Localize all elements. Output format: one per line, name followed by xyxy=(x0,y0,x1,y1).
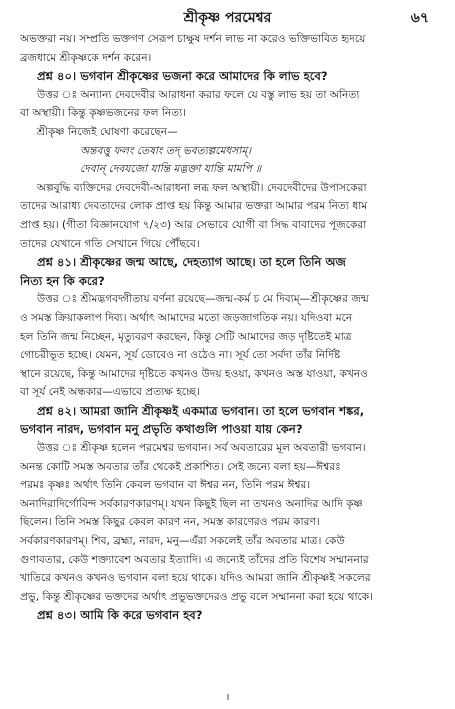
answer-line: উত্তর ঃ শ্রীমদ্ভগবদ্গীতায় বর্ণনা রয়েছে—জন্ম-কর্ম চ মে দিব্যম্—শ্রীকৃষ্ণের জন্ম xyxy=(37,293,369,306)
text-line: অনন্ত কোটি সমস্ত অবতার তাঁর থেকেই প্রকাশিত। সেই জন্যে বলা হয়—ঈশ্বরঃ xyxy=(20,460,341,473)
text-line: শ্রীকৃষ্ণ নিজেই ঘোষণা করেছেন— xyxy=(37,125,178,138)
text-line: ছিলেন। তিনি সমস্ত কিছুর কেবল কারণ নন, সমস্ত কারণেরও পরম কারণ। xyxy=(20,516,320,529)
page-number: ৬৭ xyxy=(410,10,429,26)
verse-line: অন্তবত্তু ফলং তেষাং তদ্ ভবত্যল্পমেধসাম্। xyxy=(80,144,252,157)
text-line: তাদের যেখানে গতি সেখানে গিয়ে পৌঁছবে। xyxy=(20,237,200,250)
text-line: অভক্তরা নয়। সম্প্রতি ভক্তগণ সেরূপ চাক্ষুষ দর্শন লাভ না করেও ভক্তিভাবিত হৃদয়ে xyxy=(20,33,366,45)
answer-line: উত্তর ঃ অন্যান্য দেবদেবীর আরাধনা করার ফলে যে বস্তু লাভ হয় তা অনিত্য xyxy=(37,88,360,101)
text-line: অনাদিরাদির্গোবিন্দ সর্বকারণকারণম্। যখন কিছুই ছিল না তখনও অনাদির আদি কৃষ্ণ xyxy=(20,497,363,510)
running-title: শ্রীকৃষ্ণ পরমেশ্বর xyxy=(183,10,272,26)
answer-line: উত্তর ঃ শ্রীকৃষ্ণ হলেন পরমেশ্বর ভগবান। সর্ব অবতারের মূল অবতারী ভগবান। xyxy=(37,442,366,455)
text-line: ও সমস্ত ক্রিয়াকলাপ দিব্য। অর্থাৎ আমাদের মতো জড়জাগতিক নয়। যদিওবা মনে xyxy=(20,311,353,324)
text-line: সর্বকারণকারণম্। শিব, ব্রহ্মা, নারদ, মনু—এঁরা সকলেই তাঁর অবতার মাত্র। কেউ xyxy=(20,535,345,548)
text-line: অল্পবুদ্ধি ব্যক্তিদের দেবদেবী-আরাধনা লব্ধ ফল অস্থায়ী। দেবদেবীদের উপাসকেরা xyxy=(37,181,367,194)
question-heading: ভগবান নারদ, ভগবান মনু প্রভৃতি কথাগুলি পাওয়া যায় কেন? xyxy=(20,422,303,437)
text-line: ব্রজধামে শ্রীকৃষ্ণকে দর্শন করেন। xyxy=(20,51,152,64)
text-line: বা সূর্য নেই অন্ধকার—এভাবে প্রত্যক্ষ হচ্ছে। xyxy=(20,386,200,399)
text-line: স্থানে রয়েছে, কিন্তু আমাদের দৃষ্টিতে কখনও উদয় হওয়া, কখনও অস্ত যাওয়া, কখনও xyxy=(20,367,368,380)
text-line: পরমঃ কৃষ্ণঃ অর্থাৎ তিনি কেবল ভগবান বা ঈশ্বর নন, তিনি পরম ঈশ্বর। xyxy=(20,479,311,492)
verse-line: দেবান্ দেবযজো যান্তি মদ্ভক্তা যান্তি মামপি ॥ xyxy=(80,163,262,176)
question-heading: প্রশ্ন ৪১। শ্রীকৃষ্ণের জন্ম আছে, দেহত্যাগ আছে। তা হলে তিনি অজ xyxy=(37,255,346,270)
text-line: হল তিনি জন্ম নিচ্ছেন, মৃত্যুবরণ করছেন, কিন্তু সেটি আমাদের জড় দৃষ্টিতেই মাত্র xyxy=(20,330,352,343)
question-heading: প্রশ্ন ৪০। ভগবান শ্রীকৃষ্ণের ভজনা করে আমাদের কি লাভ হবে? xyxy=(37,69,328,84)
question-heading: প্রশ্ন ৪৩। আমি কি করে ভগবান হব? xyxy=(37,608,203,623)
page-footer-mark: । xyxy=(225,692,230,703)
text-line: গোচরীভূত হচ্ছে। যেমন, সূর্য ডোবেও না ওঠেও না। সূর্য তো সর্বদা তাঁর নির্দিষ্ট xyxy=(20,349,341,362)
question-heading: প্রশ্ন ৪২। আমরা জানি শ্রীকৃষ্ণই একমাত্র ভগবান। তা হলে ভগবান শঙ্কর, xyxy=(37,403,365,418)
text-line: তাদের আরাধ্য দেবতাদের লোক প্রাপ্ত হয় কিন্তু আমার ভক্তরা আমার পরম নিত্য ধাম xyxy=(20,200,368,213)
text-line: গুণাবতার, কেউ শক্ত্যাবেশ অবতার ইত্যাদি। এ জন্যেই তাঁদের প্রতি বিশেষ সম্মাননার xyxy=(20,553,369,566)
text-line: প্রভু, কিন্তু শ্রীকৃষ্ণের ভক্তদের অর্থাৎ প্রভুভক্তদেরও প্রভু বলে সম্মাননা করা হয়ে থাকে। xyxy=(20,590,373,603)
page-header xyxy=(0,6,455,28)
text-line: বা অস্থায়ী। কিন্তু কৃষ্ণভজনের ফল নিত্য। xyxy=(20,107,187,120)
text-line: প্রাপ্ত হয়। (গীতা বিজ্ঞানযোগ ৭/২৩) আর সেভাবে যোগী বা সিদ্ধ বাবাদের পূজকেরা xyxy=(20,218,367,231)
question-heading: নিত্য হন কি করে? xyxy=(20,273,105,288)
text-line: খাতিরে কখনও কখনও ভগবান বলা হয়ে থাকে। যদিও আমরা জানি শ্রীকৃষ্ণই সকলের xyxy=(20,572,371,585)
page-body xyxy=(20,30,445,625)
